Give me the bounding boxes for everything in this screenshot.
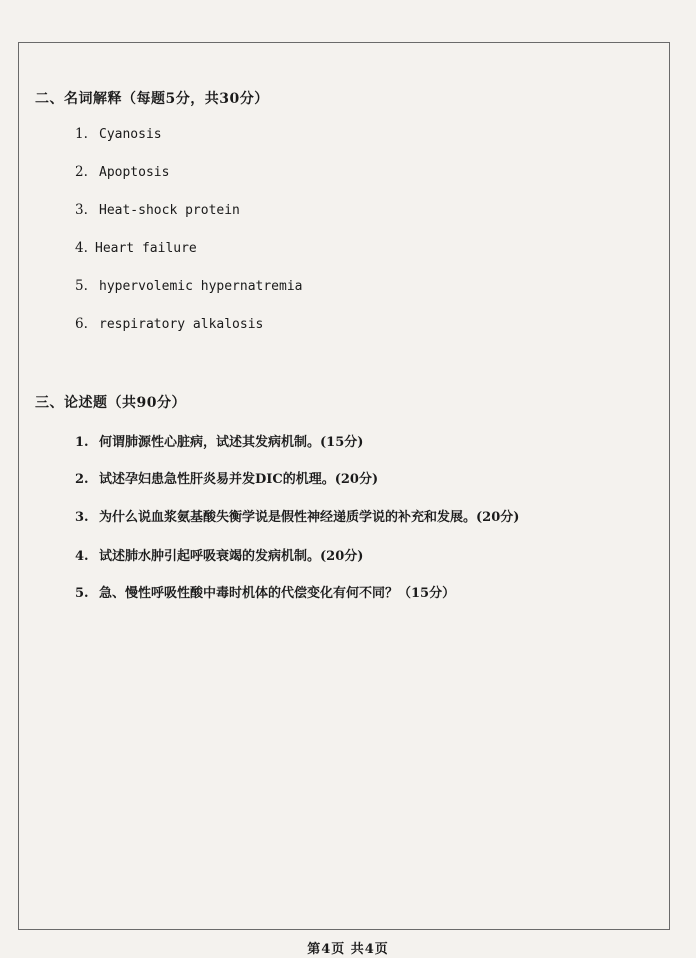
term-item-text: Cyanosis (99, 127, 162, 142)
term-item-text: respiratory alkalosis (99, 317, 264, 332)
essay-item-number: 2. (75, 472, 89, 487)
term-item-6 (75, 316, 263, 332)
essay-item-text: 试述肺水肿引起呼吸衰竭的发病机制。(20分) (99, 549, 364, 564)
essay-item-4 (75, 545, 363, 564)
term-item-text: Heart failure (95, 241, 197, 256)
essay-item-number: 3. (75, 510, 89, 525)
essay-item-number: 1. (75, 435, 89, 450)
essay-item-text: 急、慢性呼吸性酸中毒时机体的代偿变化有何不同？（15分） (99, 586, 456, 601)
essay-item-number: 4. (75, 549, 89, 564)
essay-item-number: 5. (75, 586, 89, 601)
page-footer: 第4页 共4页 (307, 942, 389, 957)
term-item-number: 2. (75, 164, 88, 180)
term-item-text: hypervolemic hypernatremia (99, 279, 303, 294)
essay-item-2 (75, 468, 378, 487)
term-item-text: Apoptosis (99, 165, 170, 180)
essay-item-text: 何谓肺源性心脏病，试述其发病机制。(15分) (99, 435, 364, 450)
essay-item-text: 为什么说血浆氨基酸失衡学说是假性神经递质学说的补充和发展。(20分) (99, 510, 520, 525)
term-item-number: 6. (75, 316, 88, 332)
essay-item-1 (75, 431, 363, 450)
term-item-number: 3. (75, 202, 88, 218)
term-item-2 (75, 164, 169, 180)
term-item-1 (75, 126, 162, 142)
term-item-3 (75, 202, 240, 218)
essay-item-3 (75, 506, 519, 525)
term-item-5 (75, 278, 303, 294)
section-2-title: 二、名词解释（每题5分，共30分） (35, 91, 269, 107)
term-item-number: 1. (75, 126, 88, 142)
term-item-number: 4. (75, 240, 88, 256)
essay-item-5 (75, 582, 455, 601)
section-3-title: 三、论述题（共90分） (35, 395, 186, 411)
term-item-4 (75, 240, 197, 256)
term-item-number: 5. (75, 278, 88, 294)
term-item-text: Heat-shock protein (99, 203, 240, 218)
essay-item-text: 试述孕妇患急性肝炎易并发DIC的机理。(20分) (99, 472, 379, 487)
